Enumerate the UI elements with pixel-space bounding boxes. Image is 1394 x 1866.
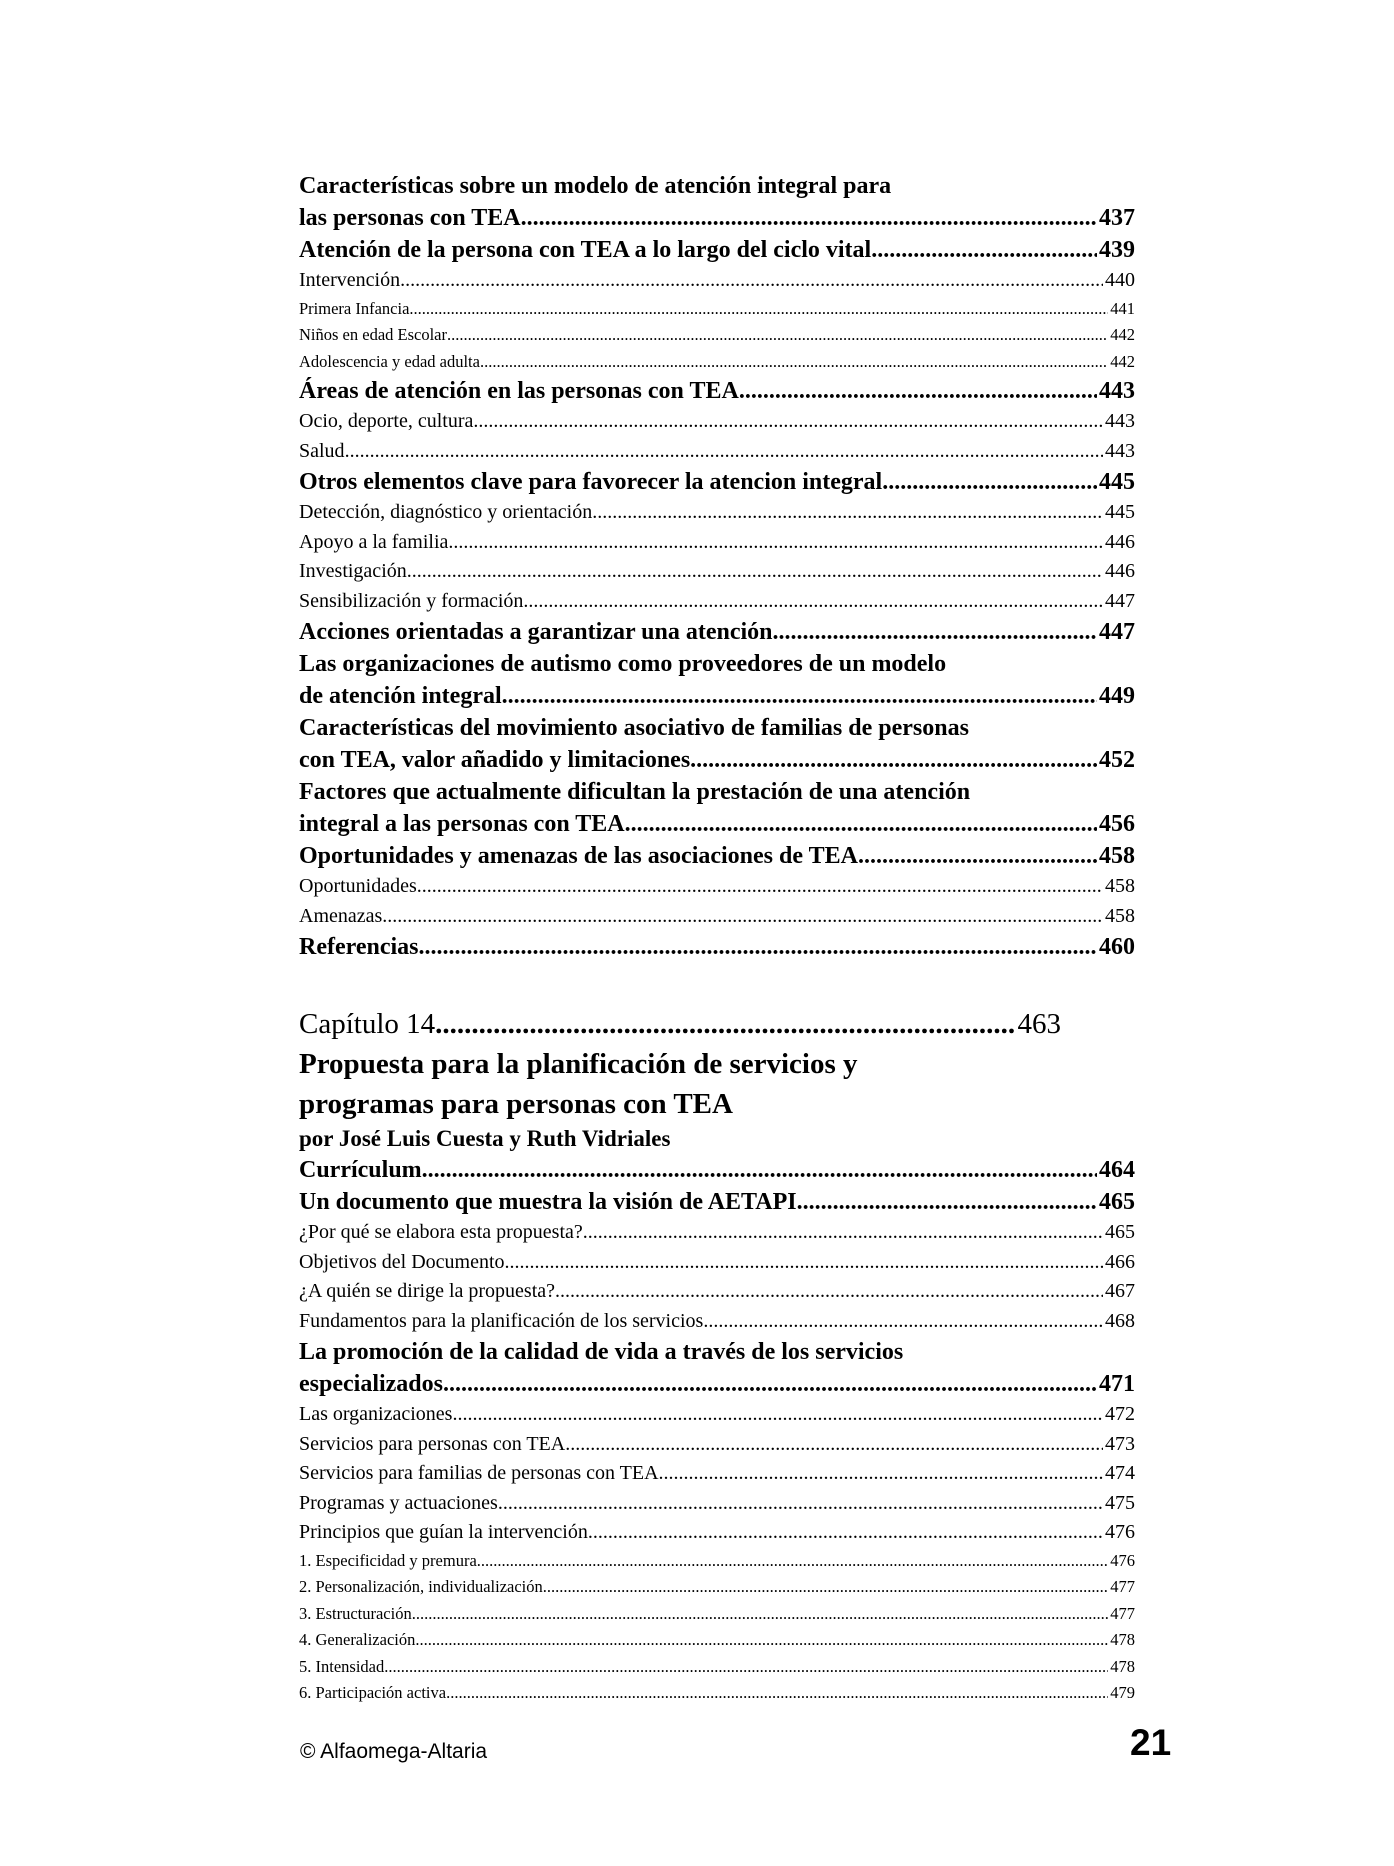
toc-page-number: 479 <box>1110 1683 1135 1702</box>
toc-entry-row <box>299 1654 1135 1681</box>
dot-leader <box>703 1307 1103 1337</box>
toc-entry-row <box>299 1574 1135 1601</box>
toc-entry-title: de atención integral <box>299 683 502 709</box>
toc-entry-row <box>299 1459 1135 1489</box>
toc-entry[interactable] <box>299 840 1135 872</box>
toc-page-number: 467 <box>1105 1280 1135 1302</box>
toc-entry-title: Otros elementos clave para favorecer la atencion integral <box>299 469 883 495</box>
toc-entry-row <box>299 1186 1135 1218</box>
toc-entry-row <box>299 349 1135 376</box>
toc-entry-row <box>299 1601 1135 1628</box>
toc-entry-title: 3. Estructuración <box>299 1603 412 1623</box>
dot-leader <box>345 437 1103 467</box>
toc-entry-title: Referencias <box>299 934 419 960</box>
publisher-credit: © Alfaomega-Altaria <box>300 1740 488 1763</box>
toc-entry[interactable] <box>299 1574 1135 1601</box>
toc-entry-row <box>299 1277 1135 1307</box>
dot-leader <box>505 1248 1103 1278</box>
toc-entry-title: Áreas de atención en las personas con TEA <box>299 378 739 404</box>
toc-entry-title-line: Las organizaciones de autismo como proveedores de un modelo <box>299 651 947 677</box>
toc-entry-title: ¿Por qué se elabora esta propuesta? <box>299 1221 583 1243</box>
toc-page-number: 477 <box>1110 1577 1135 1596</box>
toc-entry[interactable] <box>299 1154 1135 1186</box>
toc-entry-row <box>299 1548 1135 1575</box>
toc-page-number: 439 <box>1099 237 1135 263</box>
toc-entry[interactable] <box>299 648 1135 712</box>
toc-entry-row <box>299 840 1135 872</box>
toc-entry[interactable] <box>299 528 1135 558</box>
toc-entry[interactable] <box>299 872 1135 902</box>
dot-leader <box>412 1601 1109 1628</box>
toc-entry-row <box>299 234 1135 266</box>
toc-page-number: 447 <box>1105 589 1135 612</box>
toc-entry[interactable] <box>299 1307 1135 1337</box>
toc-entry-title: Principios que guían la intervención <box>299 1521 588 1543</box>
toc-entry-title: Detección, diagnóstico y orientación <box>299 501 593 523</box>
toc-page-number: 447 <box>1099 619 1135 645</box>
dot-leader <box>498 1489 1103 1519</box>
dot-leader <box>448 528 1103 558</box>
toc-entry-title: especializados <box>299 1371 443 1397</box>
toc-entry[interactable] <box>299 557 1135 587</box>
toc-entry-title-line: Factores que actualmente dificultan la prestación de una atención <box>299 779 971 805</box>
toc-entry[interactable] <box>299 349 1135 376</box>
toc-entry[interactable] <box>299 170 1135 234</box>
toc-entry-row <box>299 872 1135 902</box>
toc-entry[interactable] <box>299 1489 1135 1519</box>
toc-page-number: 466 <box>1105 1250 1135 1273</box>
toc-entry-row <box>299 931 1135 963</box>
toc-entry-title: Un documento que muestra la visión de AETAPI <box>299 1189 797 1215</box>
toc-entry[interactable] <box>299 587 1135 617</box>
toc-entry-title: Apoyo a la familia <box>299 530 449 553</box>
toc-page-number: 476 <box>1105 1521 1135 1543</box>
dot-leader <box>382 902 1103 932</box>
toc-entry-title: Objetivos del Documento <box>299 1250 505 1273</box>
dot-leader <box>480 349 1108 376</box>
dot-leader <box>502 680 1097 712</box>
toc-page-number: 458 <box>1099 843 1135 869</box>
toc-page-number: 460 <box>1099 934 1135 960</box>
toc-entry-title: Primera Infancia <box>299 298 410 318</box>
toc-entry-title: Servicios para personas con TEA <box>299 1432 566 1455</box>
toc-entry[interactable] <box>299 1400 1135 1430</box>
toc-entry[interactable] <box>299 498 1135 528</box>
toc-entry-row <box>299 528 1135 558</box>
toc-entry-title: integral a las personas con TEA <box>299 811 625 837</box>
chapter-page-number: 463 <box>1017 1008 1061 1040</box>
toc-page-number: 437 <box>1099 205 1135 231</box>
toc-page-number: 478 <box>1110 1630 1135 1649</box>
toc-entry[interactable] <box>299 375 1135 407</box>
table-of-contents <box>299 170 1135 1707</box>
chapter-heading <box>299 1005 1135 1154</box>
dot-leader <box>739 375 1097 407</box>
toc-entry-title: Niños en edad Escolar <box>299 325 447 344</box>
page-number: 21 <box>1130 1722 1172 1763</box>
dot-leader <box>452 1400 1103 1430</box>
dot-leader <box>400 266 1103 296</box>
dot-leader <box>384 1654 1108 1681</box>
toc-page-number: 471 <box>1099 1371 1135 1397</box>
dot-leader <box>588 1518 1103 1548</box>
toc-page-number: 458 <box>1105 875 1135 897</box>
toc-entry-row <box>299 1680 1135 1707</box>
toc-entry-row <box>299 498 1135 528</box>
toc-entry-title: Investigación <box>299 560 407 582</box>
toc-page-number: 446 <box>1105 530 1135 553</box>
toc-entry-row <box>299 266 1135 296</box>
dot-leader <box>797 1186 1097 1218</box>
toc-entry[interactable] <box>299 322 1135 349</box>
toc-entry-row <box>299 437 1135 467</box>
toc-entry[interactable] <box>299 1601 1135 1628</box>
dot-leader <box>446 1680 1108 1707</box>
toc-page-number: 442 <box>1110 351 1135 371</box>
toc-entry[interactable] <box>299 931 1135 963</box>
toc-entry-row <box>299 1627 1135 1654</box>
toc-entry-row <box>299 202 1135 234</box>
toc-entry-title: Atención de la persona con TEA a lo largo del ciclo vital <box>299 237 872 263</box>
toc-page-number: 443 <box>1105 439 1135 462</box>
toc-entry[interactable] <box>299 234 1135 266</box>
toc-entry-title: con TEA, valor añadido y limitaciones <box>299 747 691 773</box>
toc-entry-title: 6. Participación activa <box>299 1683 447 1702</box>
toc-entry-row <box>299 680 1135 712</box>
toc-entry-title: Salud <box>299 439 345 462</box>
toc-page-number: 443 <box>1105 410 1135 432</box>
toc-entry-title: Servicios para familias de personas con TEA <box>299 1462 659 1484</box>
toc-entry[interactable] <box>299 407 1135 437</box>
toc-entry-title: 2. Personalización, individualización <box>299 1577 543 1596</box>
dot-leader <box>407 557 1103 587</box>
toc-page-number: 445 <box>1099 469 1135 495</box>
toc-page-number: 465 <box>1099 1189 1135 1215</box>
toc-entry[interactable] <box>299 266 1135 296</box>
dot-leader <box>473 407 1103 437</box>
toc-entry-row <box>299 744 1135 776</box>
toc-entry-row <box>299 375 1135 407</box>
toc-page-number: 473 <box>1105 1432 1135 1455</box>
toc-entry[interactable] <box>299 1186 1135 1218</box>
toc-entry-row <box>299 1218 1135 1248</box>
toc-section-chapter-14 <box>299 1154 1135 1707</box>
toc-entry[interactable] <box>299 437 1135 467</box>
dot-leader <box>443 1368 1097 1400</box>
dot-leader <box>523 587 1103 617</box>
toc-entry[interactable] <box>299 1627 1135 1654</box>
toc-entry[interactable] <box>299 1277 1135 1307</box>
dot-leader <box>659 1459 1103 1489</box>
toc-entry-title-line: Características sobre un modelo de atención integral para <box>299 173 892 199</box>
toc-entry[interactable] <box>299 1459 1135 1489</box>
toc-entry[interactable] <box>299 1336 1135 1400</box>
dot-leader <box>477 1548 1108 1575</box>
toc-page-number: 478 <box>1110 1656 1135 1676</box>
toc-entry-row <box>299 322 1135 349</box>
dot-leader <box>409 296 1108 323</box>
toc-entry[interactable] <box>299 1548 1135 1575</box>
toc-entry-title-line: Características del movimiento asociativo de familias de personas <box>299 715 969 741</box>
toc-entry[interactable] <box>299 296 1135 323</box>
toc-entry-row <box>299 466 1135 498</box>
toc-page-number: 449 <box>1099 683 1135 709</box>
toc-entry-title: Oportunidades y amenazas de las asociaciones de TEA <box>299 843 858 869</box>
toc-page-number: 456 <box>1099 811 1135 837</box>
dot-leader <box>882 466 1097 498</box>
dot-leader <box>435 1005 1015 1043</box>
toc-page-number: 458 <box>1105 904 1135 927</box>
toc-page-number: 441 <box>1110 298 1135 318</box>
toc-entry-title: Intervención <box>299 269 401 291</box>
toc-entry-row <box>299 587 1135 617</box>
toc-entry-row <box>299 902 1135 932</box>
toc-page-number: 468 <box>1105 1309 1135 1332</box>
toc-entry-title: Fundamentos para la planificación de los servicios <box>299 1309 704 1332</box>
toc-entry-row <box>299 808 1135 840</box>
dot-leader <box>625 808 1097 840</box>
dot-leader <box>858 840 1097 872</box>
chapter-authors: por José Luis Cuesta y Ruth Vidriales <box>299 1126 671 1151</box>
toc-entry[interactable] <box>299 1218 1135 1248</box>
toc-entry-title: Sensibilización y formación <box>299 589 524 612</box>
toc-page-number: 476 <box>1110 1550 1135 1570</box>
toc-page-number: 465 <box>1105 1221 1135 1243</box>
chapter-entry[interactable] <box>299 1005 1061 1043</box>
chapter-title-line-1: Propuesta para la planificación de servicios y <box>299 1048 858 1080</box>
toc-page-number: 445 <box>1105 501 1135 523</box>
toc-entry[interactable] <box>299 776 1135 840</box>
toc-entry-title: Ocio, deporte, cultura <box>299 410 474 432</box>
toc-page-number: 475 <box>1105 1491 1135 1514</box>
dot-leader <box>447 322 1108 349</box>
toc-entry-row <box>299 1248 1135 1278</box>
toc-entry-title: ¿A quién se dirige la propuesta? <box>299 1280 556 1302</box>
toc-page-number: 464 <box>1099 1157 1135 1183</box>
toc-entry-row <box>299 1518 1135 1548</box>
chapter-label: Capítulo 14 <box>299 1008 436 1040</box>
toc-entry[interactable] <box>299 902 1135 932</box>
toc-page-number: 474 <box>1105 1462 1135 1484</box>
toc-entry-row <box>299 1489 1135 1519</box>
dot-leader <box>555 1277 1103 1307</box>
dot-leader <box>690 744 1097 776</box>
toc-entry-title: Currículum <box>299 1157 422 1183</box>
toc-entry-title: Acciones orientadas a garantizar una atención <box>299 619 773 645</box>
toc-entry-title: Adolescencia y edad adulta <box>299 351 480 371</box>
toc-entry-row <box>299 616 1135 648</box>
toc-entry-row <box>299 1154 1135 1186</box>
toc-entry[interactable] <box>299 1248 1135 1278</box>
toc-entry-title: Oportunidades <box>299 875 417 897</box>
toc-entry-title: Programas y actuaciones <box>299 1491 498 1514</box>
toc-entry[interactable] <box>299 1680 1135 1707</box>
dot-leader <box>543 1574 1108 1601</box>
dot-leader <box>419 931 1097 963</box>
dot-leader <box>592 498 1103 528</box>
toc-entry-title-line: La promoción de la calidad de vida a través de los servicios <box>299 1339 904 1365</box>
toc-entry-title: 4. Generalización <box>299 1630 416 1649</box>
toc-page-number: 452 <box>1099 747 1135 773</box>
toc-page-number: 440 <box>1105 269 1135 291</box>
dot-leader <box>417 872 1103 902</box>
toc-entry[interactable] <box>299 616 1135 648</box>
toc-page-number: 443 <box>1099 378 1135 404</box>
dot-leader <box>565 1430 1103 1460</box>
toc-page-number: 477 <box>1110 1603 1135 1623</box>
toc-entry[interactable] <box>299 1518 1135 1548</box>
dot-leader <box>415 1627 1108 1654</box>
toc-entry-title: 1. Especificidad y premura <box>299 1550 477 1570</box>
toc-entry-title: Amenazas <box>299 904 383 927</box>
toc-page-number: 442 <box>1110 325 1135 344</box>
toc-entry-row <box>299 1307 1135 1337</box>
toc-entry-title: 5. Intensidad <box>299 1656 385 1676</box>
toc-entry-row <box>299 296 1135 323</box>
dot-leader <box>422 1154 1097 1186</box>
toc-entry[interactable] <box>299 1430 1135 1460</box>
toc-entry-row <box>299 407 1135 437</box>
dot-leader <box>773 616 1097 648</box>
toc-page-number: 472 <box>1105 1403 1135 1425</box>
toc-entry[interactable] <box>299 466 1135 498</box>
toc-page-number: 446 <box>1105 560 1135 582</box>
dot-leader <box>871 234 1097 266</box>
toc-entry-row <box>299 1430 1135 1460</box>
toc-entry-row <box>299 1368 1135 1400</box>
dot-leader <box>583 1218 1103 1248</box>
toc-entry-row <box>299 557 1135 587</box>
toc-entry-title: Las organizaciones <box>299 1403 453 1425</box>
toc-entry-title: las personas con TEA <box>299 205 521 231</box>
chapter-title-line-2: programas para personas con TEA <box>299 1088 733 1120</box>
toc-entry-row <box>299 1400 1135 1430</box>
toc-section-chapter-13 <box>299 170 1135 963</box>
toc-entry[interactable] <box>299 712 1135 776</box>
toc-entry[interactable] <box>299 1654 1135 1681</box>
dot-leader <box>521 202 1097 234</box>
